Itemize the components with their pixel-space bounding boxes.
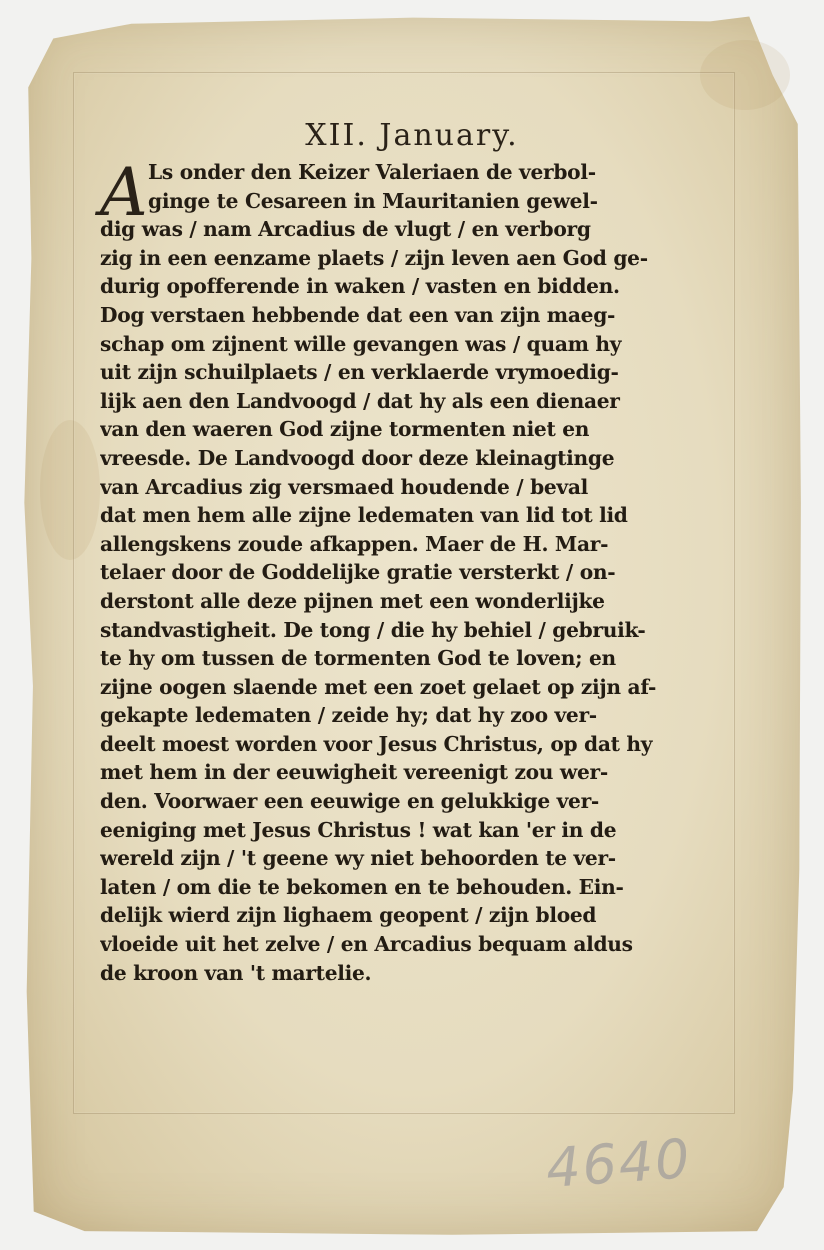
text-line: vloeide uit het zelve / en Arcadius bequam aldus [100, 932, 633, 957]
text-line: dat men hem alle zijne ledematen van lid tot lid [100, 503, 628, 528]
drop-cap: A [100, 154, 148, 231]
text-line: zig in een eenzame plaets / zijn leven aen God ge- [100, 245, 648, 270]
text-line: te hy om tussen de tormenten God te loven; en [100, 646, 616, 671]
text-line: deelt moest worden voor Jesus Christus, op dat hy [100, 731, 653, 756]
text-line: schap om zijnent wille gevangen was / quam hy [100, 331, 622, 356]
text-line: wereld zijn / 't geene wy niet behoorden te ver- [100, 846, 616, 871]
text-line: uit zijn schuilplaets / en verklaerde vrymoedig- [100, 360, 619, 385]
text-line: eeniging met Jesus Christus ! wat kan 'er in de [100, 817, 617, 842]
text-line: van Arcadius zig versmaed houdende / beval [100, 474, 589, 499]
text-line: zijne oogen slaende met een zoet gelaet op zijn af- [100, 674, 657, 699]
text-line: standvastigheit. De tong / die hy behiel / gebruik- [100, 617, 646, 642]
text-line: telaer door de Goddelijke gratie versterkt / on- [100, 560, 616, 585]
text-line: van den waeren God zijne tormenten niet en [100, 417, 590, 442]
text-line: Dog verstaen hebbende dat een van zijn maeg- [100, 302, 616, 327]
text-line: den. Voorwaer een eeuwige en gelukkige ver- [100, 789, 600, 814]
text-line: gekapte ledematen / zeide hy; dat hy zoo ver- [100, 703, 597, 728]
text-line: delijk wierd zijn lighaem geopent / zijn bloed [100, 903, 597, 928]
text-line: Ls onder den Keizer Valeriaen de verbol- [148, 160, 596, 184]
text-line: dig was / nam Arcadius de vlugt / en verborg [100, 217, 591, 242]
text-line: allengskens zoude afkappen. Maer de H. Mar- [100, 531, 609, 556]
text-line: vreesde. De Landvoogd door deze kleinagtinge [100, 445, 615, 470]
text-line: laten / om die te bekomen en te behouden. Ein- [100, 874, 624, 899]
text-line: de kroon van 't martelie. [100, 960, 372, 985]
text-line: lijk aen den Landvoogd / dat hy als een dienaer [100, 388, 620, 413]
text-line: met hem in der eeuwigheit vereenigt zou wer- [100, 760, 608, 785]
body-text [100, 154, 712, 987]
text-line: ginge te Cesareen in Mauritanien gewel- [148, 188, 598, 213]
text-line: derstont alle deze pijnen met een wonderlijke [100, 588, 605, 613]
text-line: durig opofferende in waken / vasten en bidden. [100, 274, 620, 299]
page-title: XII. January. [305, 118, 519, 153]
catalog-number: 4640 [543, 1127, 694, 1200]
